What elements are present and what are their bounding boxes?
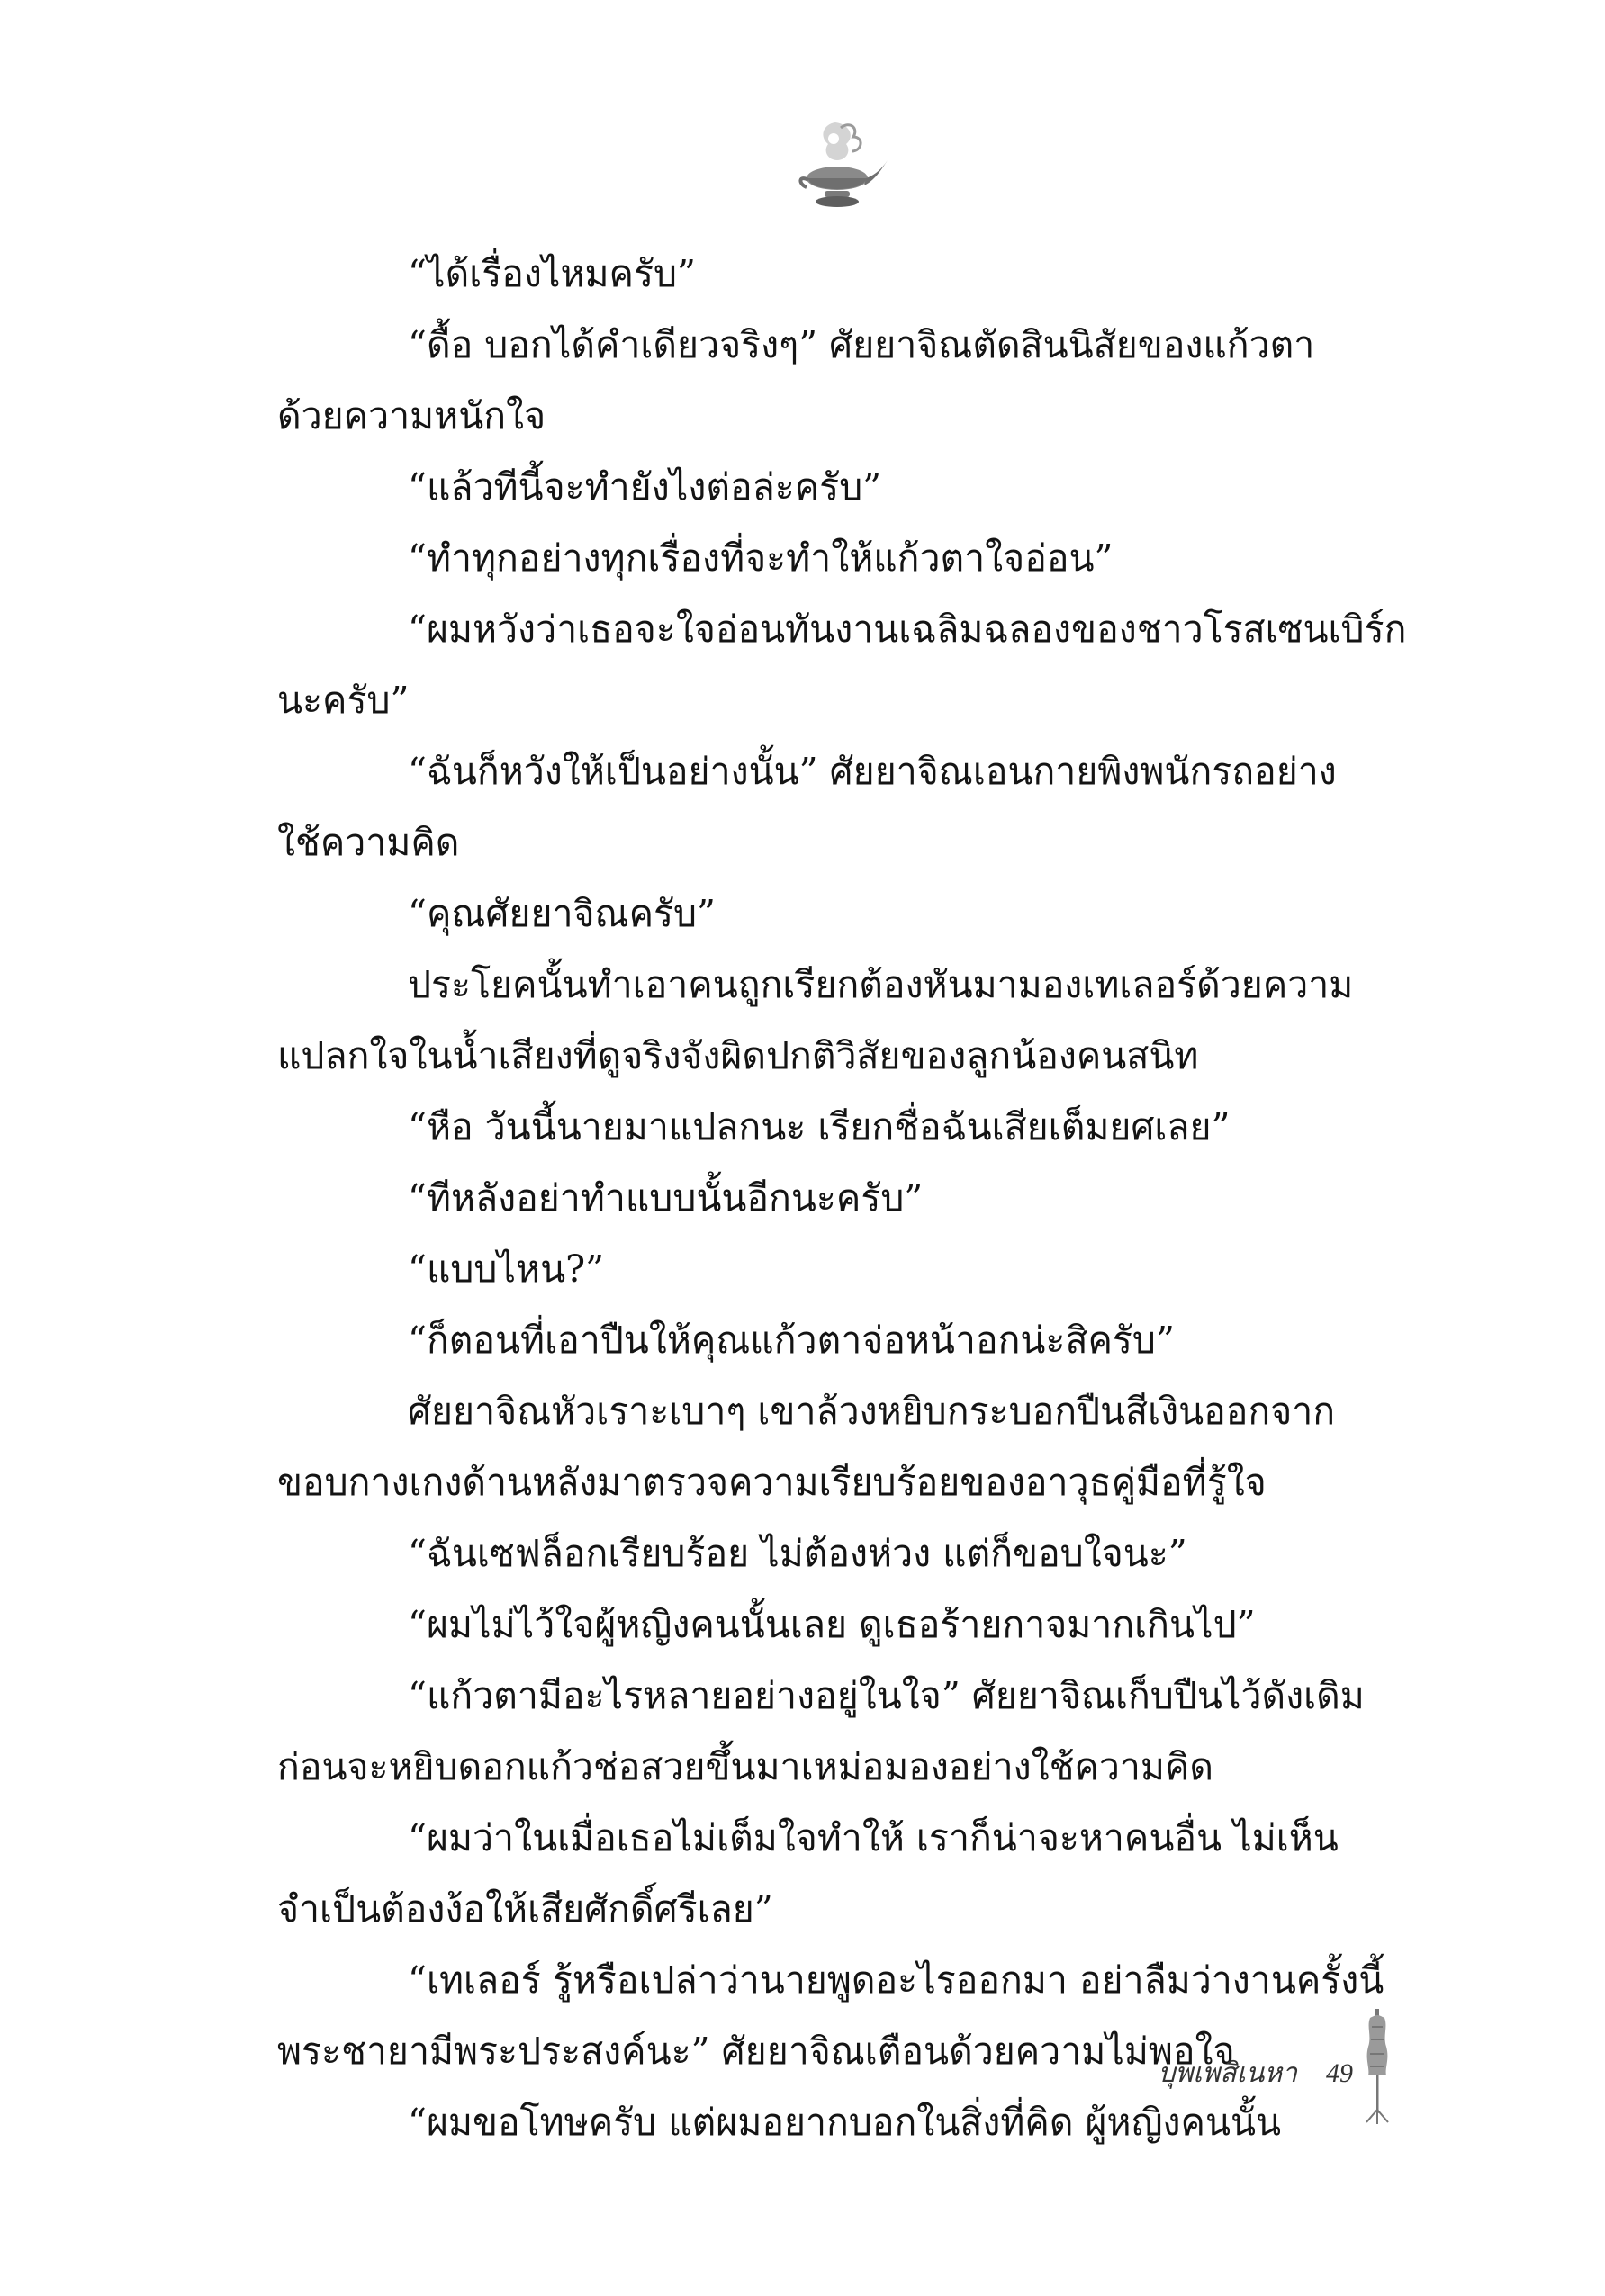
text-line: “ผมไม่ไว้ใจผู้หญิงคนนั้นเลย ดูเธอร้ายกาจมากเกินไป”	[408, 1603, 1256, 1646]
text-line: “ดื้อ บอกได้คำเดียวจริงๆ” ศัยยาจิณตัดสินนิสัยของแก้วตา	[408, 323, 1315, 366]
text-line: “ฉันก็หวังให้เป็นอย่างนั้น” ศัยยาจิณเอนกายพิงพนักรถอย่าง	[408, 750, 1337, 793]
text-line: พระชายามีพระประสงค์นะ” ศัยยาจิณเตือนด้วยความไม่พอใจ	[277, 2030, 1235, 2073]
text-line: “ผมหวังว่าเธอจะใจอ่อนทันงานเฉลิมฉลองของชาวโรสเซนเบิร์ก	[408, 608, 1407, 651]
text-line: “ผมขอโทษครับ แต่ผมอยากบอกในสิ่งที่คิด ผู้หญิงคนนั้น	[408, 2101, 1282, 2144]
text-line: “เทเลอร์ รู้หรือเปล่าว่านายพูดอะไรออกมา อย่าลืมว่างานครั้งนี้	[408, 1958, 1384, 2002]
text-line: ศัยยาจิณหัวเราะเบาๆ เขาล้วงหยิบกระบอกปืนสีเงินออกจาก	[408, 1390, 1336, 1433]
text-line: “คุณศัยยาจิณครับ”	[408, 892, 717, 935]
text-line: “ผมว่าในเมื่อเธอไม่เต็มใจทำให้ เราก็น่าจะหาคนอื่น ไม่เห็น	[408, 1816, 1339, 1859]
text-line: แปลกใจในน้ำเสียงที่ดูจริงจังผิดปกติวิสัยของลูกน้องคนสนิท	[277, 1034, 1199, 1077]
text-line: “หือ วันนี้นายมาแปลกนะ เรียกชื่อฉันเสียเต็มยศเลย”	[408, 1105, 1231, 1148]
text-line: “ฉันเซฟล็อกเรียบร้อย ไม่ต้องห่วง แต่ก็ขอบใจนะ”	[408, 1532, 1187, 1575]
text-line: ก่อนจะหยิบดอกแก้วช่อสวยขึ้นมาเหม่อมองอย่างใช้ความคิด	[277, 1745, 1214, 1788]
text-line: ใช้ความคิด	[277, 821, 460, 864]
text-line: จำเป็นต้องง้อให้เสียศักดิ์ศรีเลย”	[277, 1887, 773, 1931]
book-title: บุพเพสิเนหา	[1158, 2058, 1297, 2088]
magic-lamp-icon	[783, 115, 891, 223]
text-line: “แล้วทีนี้จะทำยังไงต่อล่ะครับ”	[408, 465, 882, 509]
text-line: “แก้วตามีอะไรหลายอย่างอยู่ในใจ” ศัยยาจิณเก็บปืนไว้ดังเดิม	[408, 1674, 1365, 1717]
page-footer	[1158, 2052, 1353, 2094]
text-line: ประโยคนั้นทำเอาคนถูกเรียกต้องหันมามองเทเลอร์ด้วยความ	[408, 963, 1354, 1006]
body-text	[277, 239, 1413, 2158]
page-number: 49	[1326, 2058, 1353, 2088]
text-line: “ก็ตอนที่เอาปืนให้คุณแก้วตาจ่อหน้าอกน่ะสิครับ”	[408, 1319, 1175, 1362]
dress-form-icon	[1359, 2009, 1395, 2126]
text-line: “ทำทุกอย่างทุกเรื่องที่จะทำให้แก้วตาใจอ่อน”	[408, 536, 1114, 580]
text-line: “แบบไหน?”	[408, 1247, 605, 1291]
text-line: นะครับ”	[277, 679, 410, 722]
text-line: ขอบกางเกงด้านหลังมาตรวจความเรียบร้อยของอาวุธคู่มือที่รู้ใจ	[277, 1461, 1267, 1504]
text-line: “ได้เรื่องไหมครับ”	[408, 252, 696, 295]
text-line: ด้วยความหนักใจ	[277, 394, 546, 437]
text-line: “ทีหลังอย่าทำแบบนั้นอีกนะครับ”	[408, 1176, 924, 1220]
